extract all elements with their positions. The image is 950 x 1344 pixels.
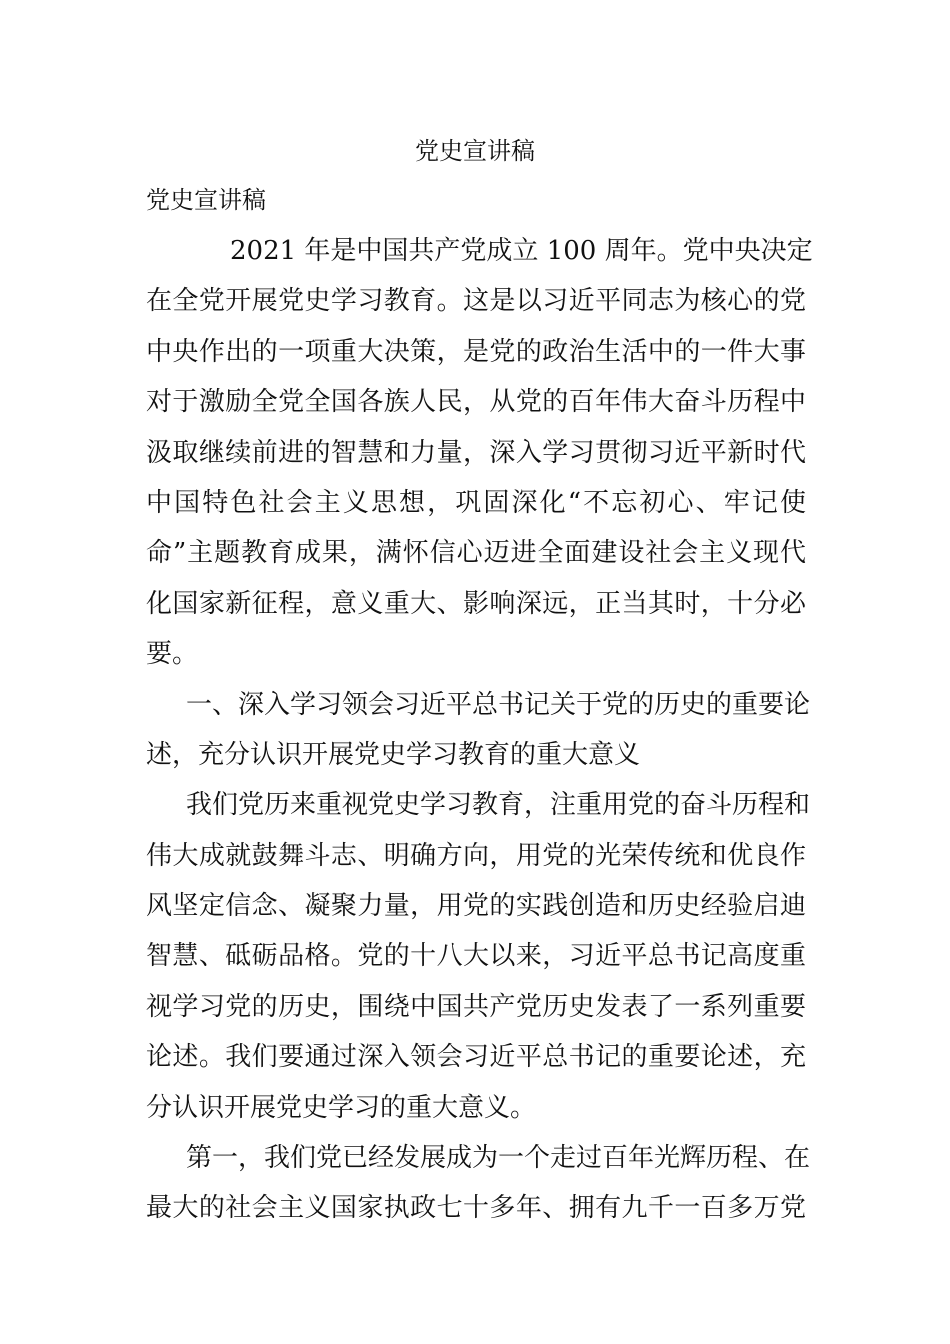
text-line: 要。 [146,639,199,670]
text-line: 伟大成就鼓舞斗志、明确方向，用党的光荣传统和优良作 [146,840,806,871]
text-line: 我们党历来重视党史学习教育，注重用党的奋斗历程和 [186,790,811,821]
text-line: 分认识开展党史学习的重大意义。 [146,1092,537,1123]
text-line: 最大的社会主义国家执政七十多年、拥有九千一百多万党 [146,1193,806,1224]
text-line: 化国家新征程，意义重大、影响深远，正当其时，十分必 [146,588,806,619]
text-line: 风坚定信念、凝聚力量，用党的实践创造和历史经验启迪 [146,891,806,922]
body-text [146,233,813,1241]
text-line: 中国特色社会主义思想，巩固深化“不忘初心、牢记使 [146,487,806,518]
document-subtitle: 党史宣讲稿 [146,186,266,214]
text-line: 视学习党的历史，围绕中国共产党历史发表了一系列重要 [146,991,806,1022]
section-heading-line: 一、深入学习领会习近平总书记关于党的历史的重要论 [186,689,811,720]
text-line: 智慧、砥砺品格。党的十八大以来，习近平总书记高度重 [146,941,806,972]
text-line: 对于激励全党全国各族人民，从党的百年伟大奋斗历程中 [146,387,806,418]
text-line: 汲取继续前进的智慧和力量，深入学习贯彻习近平新时代 [146,437,806,468]
text-line: 论述。我们要通过深入领会习近平总书记的重要论述，充 [146,1042,806,1073]
text-line: 中央作出的一项重大决策，是党的政治生活中的一件大事 [146,336,806,367]
text-line: 命”主题教育成果，满怀信心迈进全面建设社会主义现代 [146,538,806,569]
text-line: 2021 年是中国共产党成立 100 周年。党中央决定 [230,236,813,266]
section-heading-line: 述，充分认识开展党史学习教育的重大意义 [146,739,641,770]
text-line: 在全党开展党史学习教育。这是以习近平同志为核心的党 [146,286,806,317]
text-line: 第一，我们党已经发展成为一个走过百年光辉历程、在 [186,1143,811,1174]
document-title: 党史宣讲稿 [415,137,535,165]
